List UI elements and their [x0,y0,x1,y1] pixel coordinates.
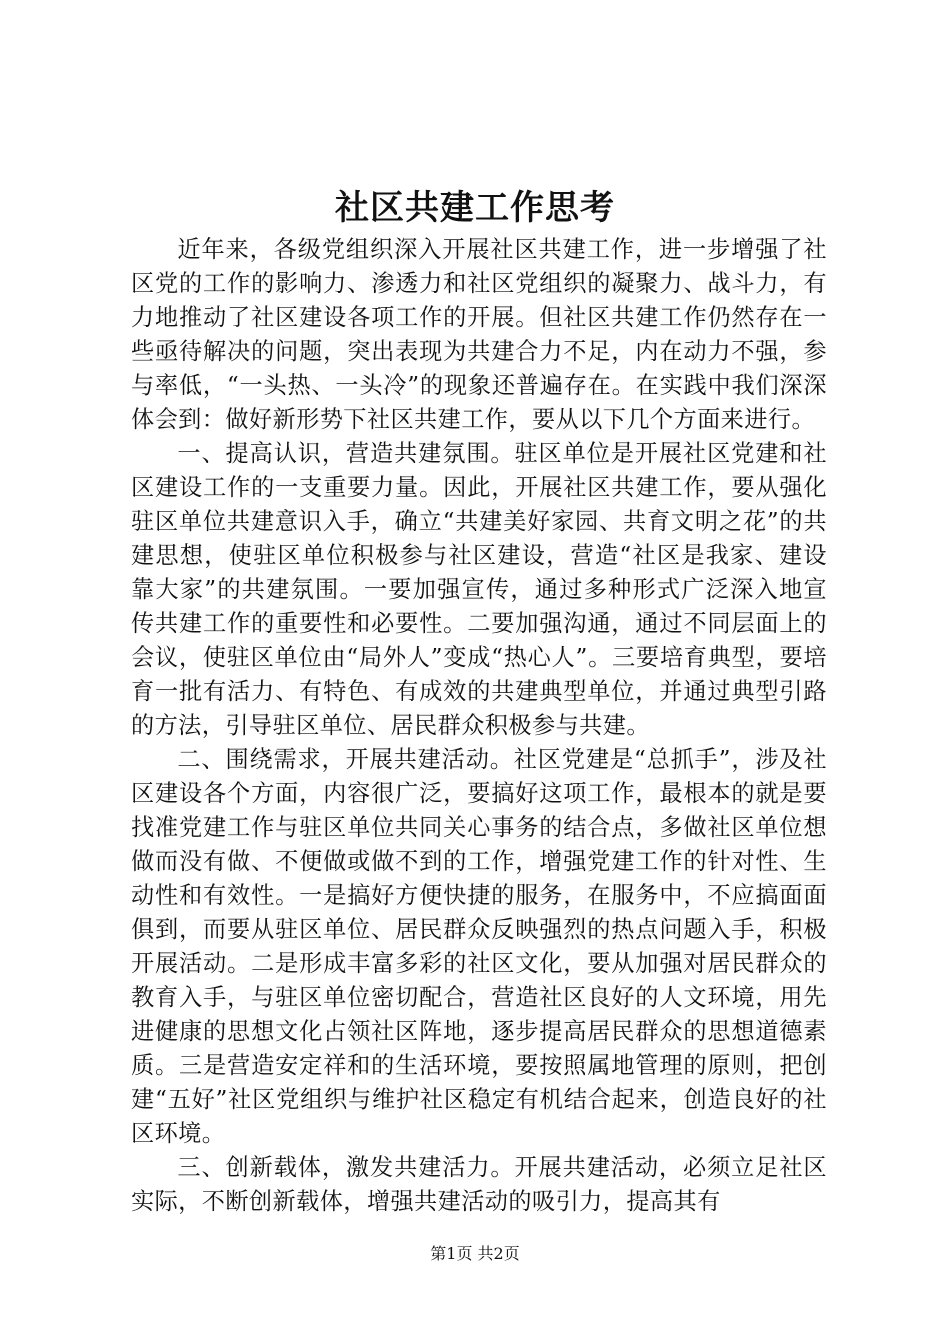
paragraph-section-1: 一、提高认识，营造共建氛围。驻区单位是开展社区党建和社区建设工作的一支重要力量。因此，开展社区共建工作，要从强化驻区单位共建意识入手，确立“共建美好家园、共育文明之花”的共建思想，使驻区单位积极参与社区建设，营造“社区是我家、建设靠大家”的共建氛围。一要加强宣传，通过多种形式广泛深入地宣传共建工作的重要性和必要性。二要加强沟通，通过不同层面上的会议，使驻区单位由“局外人”变成“热心人”。三要培育典型，要培育一批有活力、有特色、有成效的共建典型单位，并通过典型引路的方法，引导驻区单位、居民群众积极参与共建。 [131,440,827,739]
paragraph-section-3: 三、创新载体，激发共建活力。开展共建活动，必须立足社区实际，不断创新载体，增强共建活动的吸引力，提高其有 [131,1154,827,1215]
document-title: 社区共建工作思考 [335,188,615,228]
paragraph-intro: 近年来，各级党组织深入开展社区共建工作，进一步增强了社区党的工作的影响力、渗透力和社区党组织的凝聚力、战斗力，有力地推动了社区建设各项工作的开展。但社区共建工作仍然存在一些亟待解决的问题，突出表现为共建合力不足，内在动力不强，参与率低，“一头热、一头冷”的现象还普遍存在。在实践中我们深深体会到：做好新形势下社区共建工作，要从以下几个方面来进行。 [131,236,827,433]
page-number-footer: 第1页 共2页 [430,1244,520,1263]
document-body [131,233,827,1219]
paragraph-section-2: 二、围绕需求，开展共建活动。社区党建是“总抓手”，涉及社区建设各个方面，内容很广泛，要搞好这项工作，最根本的就是要找准党建工作与驻区单位共同关心事务的结合点，多做社区单位想做而没有做、不便做或做不到的工作，增强党建工作的针对性、生动性和有效性。一是搞好方便快捷的服务，在服务中，不应搞面面俱到，而要从驻区单位、居民群众反映强烈的热点问题入手，积极开展活动。二是形成丰富多彩的社区文化，要从加强对居民群众的教育入手，与驻区单位密切配合，营造社区良好的人文环境，用先进健康的思想文化占领社区阵地，逐步提高居民群众的思想道德素质。三是营造安定祥和的生活环境，要按照属地管理的原则，把创建“五好”社区党组织与维护社区稳定有机结合起来，创造良好的社区环境。 [131,746,827,1147]
